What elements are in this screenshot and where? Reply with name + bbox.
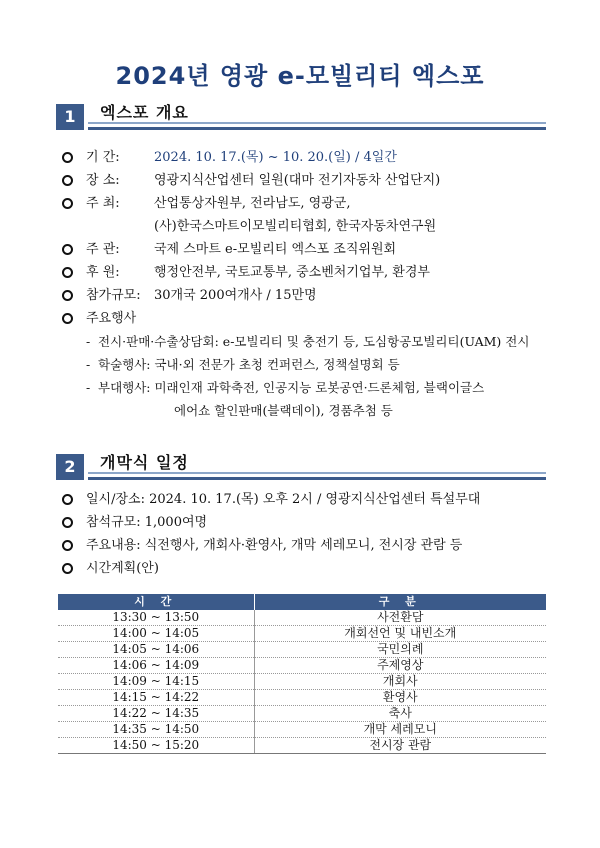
- item-text: 참석규모: 1,000여명: [86, 515, 208, 530]
- item-cell: 개회사: [254, 674, 546, 690]
- table-row: [58, 690, 546, 706]
- section-header-opening: [56, 454, 546, 480]
- sub-item-continuation: [62, 399, 552, 422]
- item-cell: 주제영상: [254, 658, 546, 674]
- circle-bullet-icon: [62, 244, 73, 255]
- item-cell: 환영사: [254, 690, 546, 706]
- section-title: 엑스포 개요: [100, 103, 189, 122]
- circle-bullet-icon: [62, 152, 73, 163]
- item-label: 참가규모:: [86, 288, 141, 303]
- item-label: 주 최:: [86, 196, 120, 211]
- table-header-row: [58, 594, 546, 610]
- dash-bullet: -: [86, 334, 91, 349]
- item-value: 행정안전부, 국토교통부, 중소벤처기업부, 환경부: [154, 265, 430, 280]
- item-cell: 국민의례: [254, 642, 546, 658]
- list-item-continuation: [62, 215, 552, 238]
- section-rule: [88, 477, 546, 480]
- time-cell: 14:06 ~ 14:09: [58, 658, 254, 674]
- column-header-time: 시 간: [58, 594, 254, 610]
- table-row: [58, 610, 546, 626]
- time-cell: 14:05 ~ 14:06: [58, 642, 254, 658]
- list-item: [62, 169, 552, 192]
- section-title: 개막식 일정: [100, 453, 189, 472]
- item-label: 후 원:: [86, 265, 120, 280]
- item-value: 산업통상자원부, 전라남도, 영광군,: [154, 196, 351, 211]
- sub-item-text: 부대행사: 미래인재 과학축전, 인공지능 로봇공연·드론체험, 블랙이글스: [98, 380, 485, 395]
- item-cell: 개회선언 및 내빈소개: [254, 626, 546, 642]
- list-item: [62, 238, 552, 261]
- circle-bullet-icon: [62, 198, 73, 209]
- time-cell: 14:15 ~ 14:22: [58, 690, 254, 706]
- item-value: 2024. 10. 17.(목) ~ 10. 20.(일) / 4일간: [154, 150, 397, 165]
- list-item: [62, 511, 552, 534]
- list-item: [62, 146, 552, 169]
- table-row: [58, 722, 546, 738]
- document-title: 2024년 영광 e-모빌리티 엑스포: [115, 62, 485, 90]
- dash-bullet: -: [86, 357, 91, 372]
- list-item: [62, 488, 552, 511]
- list-item: [62, 284, 552, 307]
- section-header-overview: [56, 104, 546, 130]
- list-item: [62, 557, 552, 580]
- table-row: [58, 626, 546, 642]
- time-cell: 14:50 ~ 15:20: [58, 738, 254, 754]
- circle-bullet-icon: [62, 563, 73, 574]
- dash-bullet: -: [86, 380, 91, 395]
- time-cell: 14:09 ~ 14:15: [58, 674, 254, 690]
- sub-item-text: 에어쇼 할인판매(블랙데이), 경품추첨 등: [174, 403, 393, 418]
- item-cell: 사전환담: [254, 610, 546, 626]
- sub-item: [62, 353, 552, 376]
- item-cell: 개막 세레모니: [254, 722, 546, 738]
- time-cell: 14:22 ~ 14:35: [58, 706, 254, 722]
- circle-bullet-icon: [62, 494, 73, 505]
- list-item: [62, 192, 552, 215]
- circle-bullet-icon: [62, 267, 73, 278]
- circle-bullet-icon: [62, 517, 73, 528]
- section-number: 1: [56, 104, 84, 130]
- circle-bullet-icon: [62, 540, 73, 551]
- item-text: 시간계획(안): [86, 561, 159, 576]
- item-value: (사)한국스마트이모빌리티협회, 한국자동차연구원: [154, 219, 437, 234]
- opening-list: [62, 488, 552, 580]
- item-label: 주 관:: [86, 242, 120, 257]
- item-cell: 축사: [254, 706, 546, 722]
- item-value: 30개국 200여개사 / 15만명: [154, 288, 317, 303]
- item-label: 기 간:: [86, 150, 120, 165]
- table-row: [58, 738, 546, 754]
- circle-bullet-icon: [62, 290, 73, 301]
- sub-item-text: 학술행사: 국내·외 전문가 초청 컨퍼런스, 정책설명회 등: [98, 357, 400, 372]
- section-rule: [88, 127, 546, 130]
- item-text: 일시/장소: 2024. 10. 17.(목) 오후 2시 / 영광지식산업센터 특설무대: [86, 492, 481, 507]
- section-number: 2: [56, 454, 84, 480]
- item-label: 주요행사: [86, 311, 137, 326]
- table-row: [58, 642, 546, 658]
- table-row: [58, 674, 546, 690]
- column-header-item: 구 분: [254, 594, 546, 610]
- item-label: 장 소:: [86, 173, 120, 188]
- list-item: [62, 307, 552, 330]
- overview-list: [62, 146, 552, 422]
- sub-item-text: 전시·판매·수출상담회: e-모빌리티 및 충전기 등, 도심항공모빌리티(UAM) 전시: [98, 334, 530, 349]
- sub-item: [62, 330, 552, 353]
- table-row: [58, 658, 546, 674]
- time-cell: 14:00 ~ 14:05: [58, 626, 254, 642]
- sub-item: [62, 376, 552, 399]
- item-cell: 전시장 관람: [254, 738, 546, 754]
- list-item: [62, 534, 552, 557]
- item-value: 영광지식산업센터 일원(대마 전기자동차 산업단지): [154, 173, 441, 188]
- schedule-table: [58, 594, 546, 754]
- circle-bullet-icon: [62, 313, 73, 324]
- circle-bullet-icon: [62, 175, 73, 186]
- time-cell: 14:35 ~ 14:50: [58, 722, 254, 738]
- list-item: [62, 261, 552, 284]
- table-row: [58, 706, 546, 722]
- item-text: 주요내용: 식전행사, 개회사·환영사, 개막 세레모니, 전시장 관람 등: [86, 538, 463, 553]
- item-value: 국제 스마트 e-모빌리티 엑스포 조직위원회: [154, 242, 397, 257]
- time-cell: 13:30 ~ 13:50: [58, 610, 254, 626]
